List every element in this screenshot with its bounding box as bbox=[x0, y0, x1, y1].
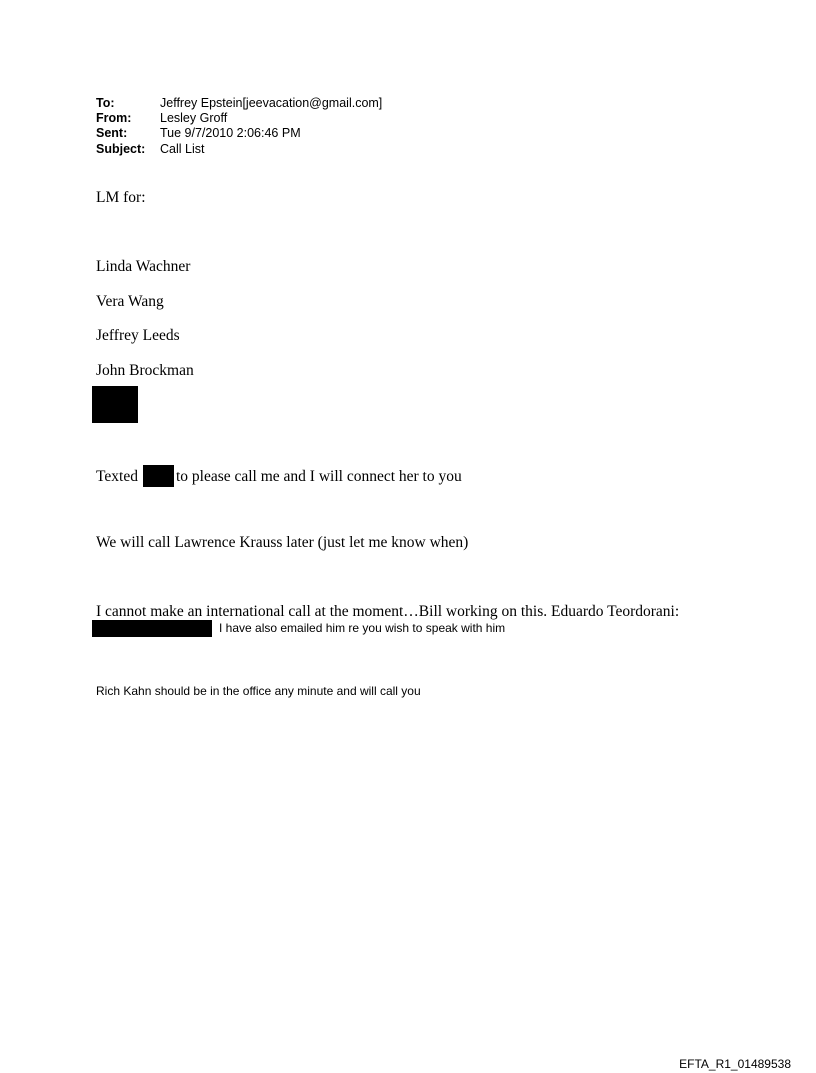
texted-prefix: Texted bbox=[96, 468, 138, 485]
subject-row bbox=[96, 142, 382, 157]
emailed-line: I have also emailed him re you wish to speak with him bbox=[219, 621, 506, 635]
from-label: From: bbox=[96, 111, 132, 126]
subject-label: Subject: bbox=[96, 141, 146, 156]
lm-for-heading: LM for: bbox=[96, 189, 146, 206]
sent-label: Sent: bbox=[96, 126, 128, 141]
texted-suffix: to please call me and I will connect her to you bbox=[175, 468, 462, 485]
to-value: Jeffrey Epstein[jeevacation@gmail.com] bbox=[160, 96, 383, 110]
redaction-block bbox=[92, 386, 138, 423]
sent-row bbox=[96, 126, 382, 141]
from-value: Lesley Groff bbox=[160, 111, 228, 126]
redaction-phone bbox=[92, 620, 212, 637]
call-list-name: Linda Wachner bbox=[96, 258, 191, 275]
email-header bbox=[96, 96, 382, 157]
to-label: To: bbox=[96, 96, 115, 110]
international-call-line: I cannot make an international call at the moment…Bill working on this. Eduardo Teordorani: bbox=[96, 603, 680, 620]
call-list-name: John Brockman bbox=[96, 362, 194, 379]
from-row bbox=[96, 111, 382, 126]
rich-kahn-line: Rich Kahn should be in the office any minute and will call you bbox=[96, 684, 421, 698]
subject-value: Call List bbox=[160, 141, 205, 156]
call-list-name: Vera Wang bbox=[96, 293, 164, 310]
call-list-name: Jeffrey Leeds bbox=[96, 327, 180, 344]
to-row bbox=[96, 96, 382, 111]
document-id: EFTA_R1_01489538 bbox=[679, 1057, 791, 1071]
texted-line bbox=[96, 465, 462, 487]
sent-value: Tue 9/7/2010 2:06:46 PM bbox=[160, 126, 301, 141]
redaction-inline bbox=[143, 465, 174, 487]
krauss-line: We will call Lawrence Krauss later (just let me know when) bbox=[96, 534, 469, 551]
